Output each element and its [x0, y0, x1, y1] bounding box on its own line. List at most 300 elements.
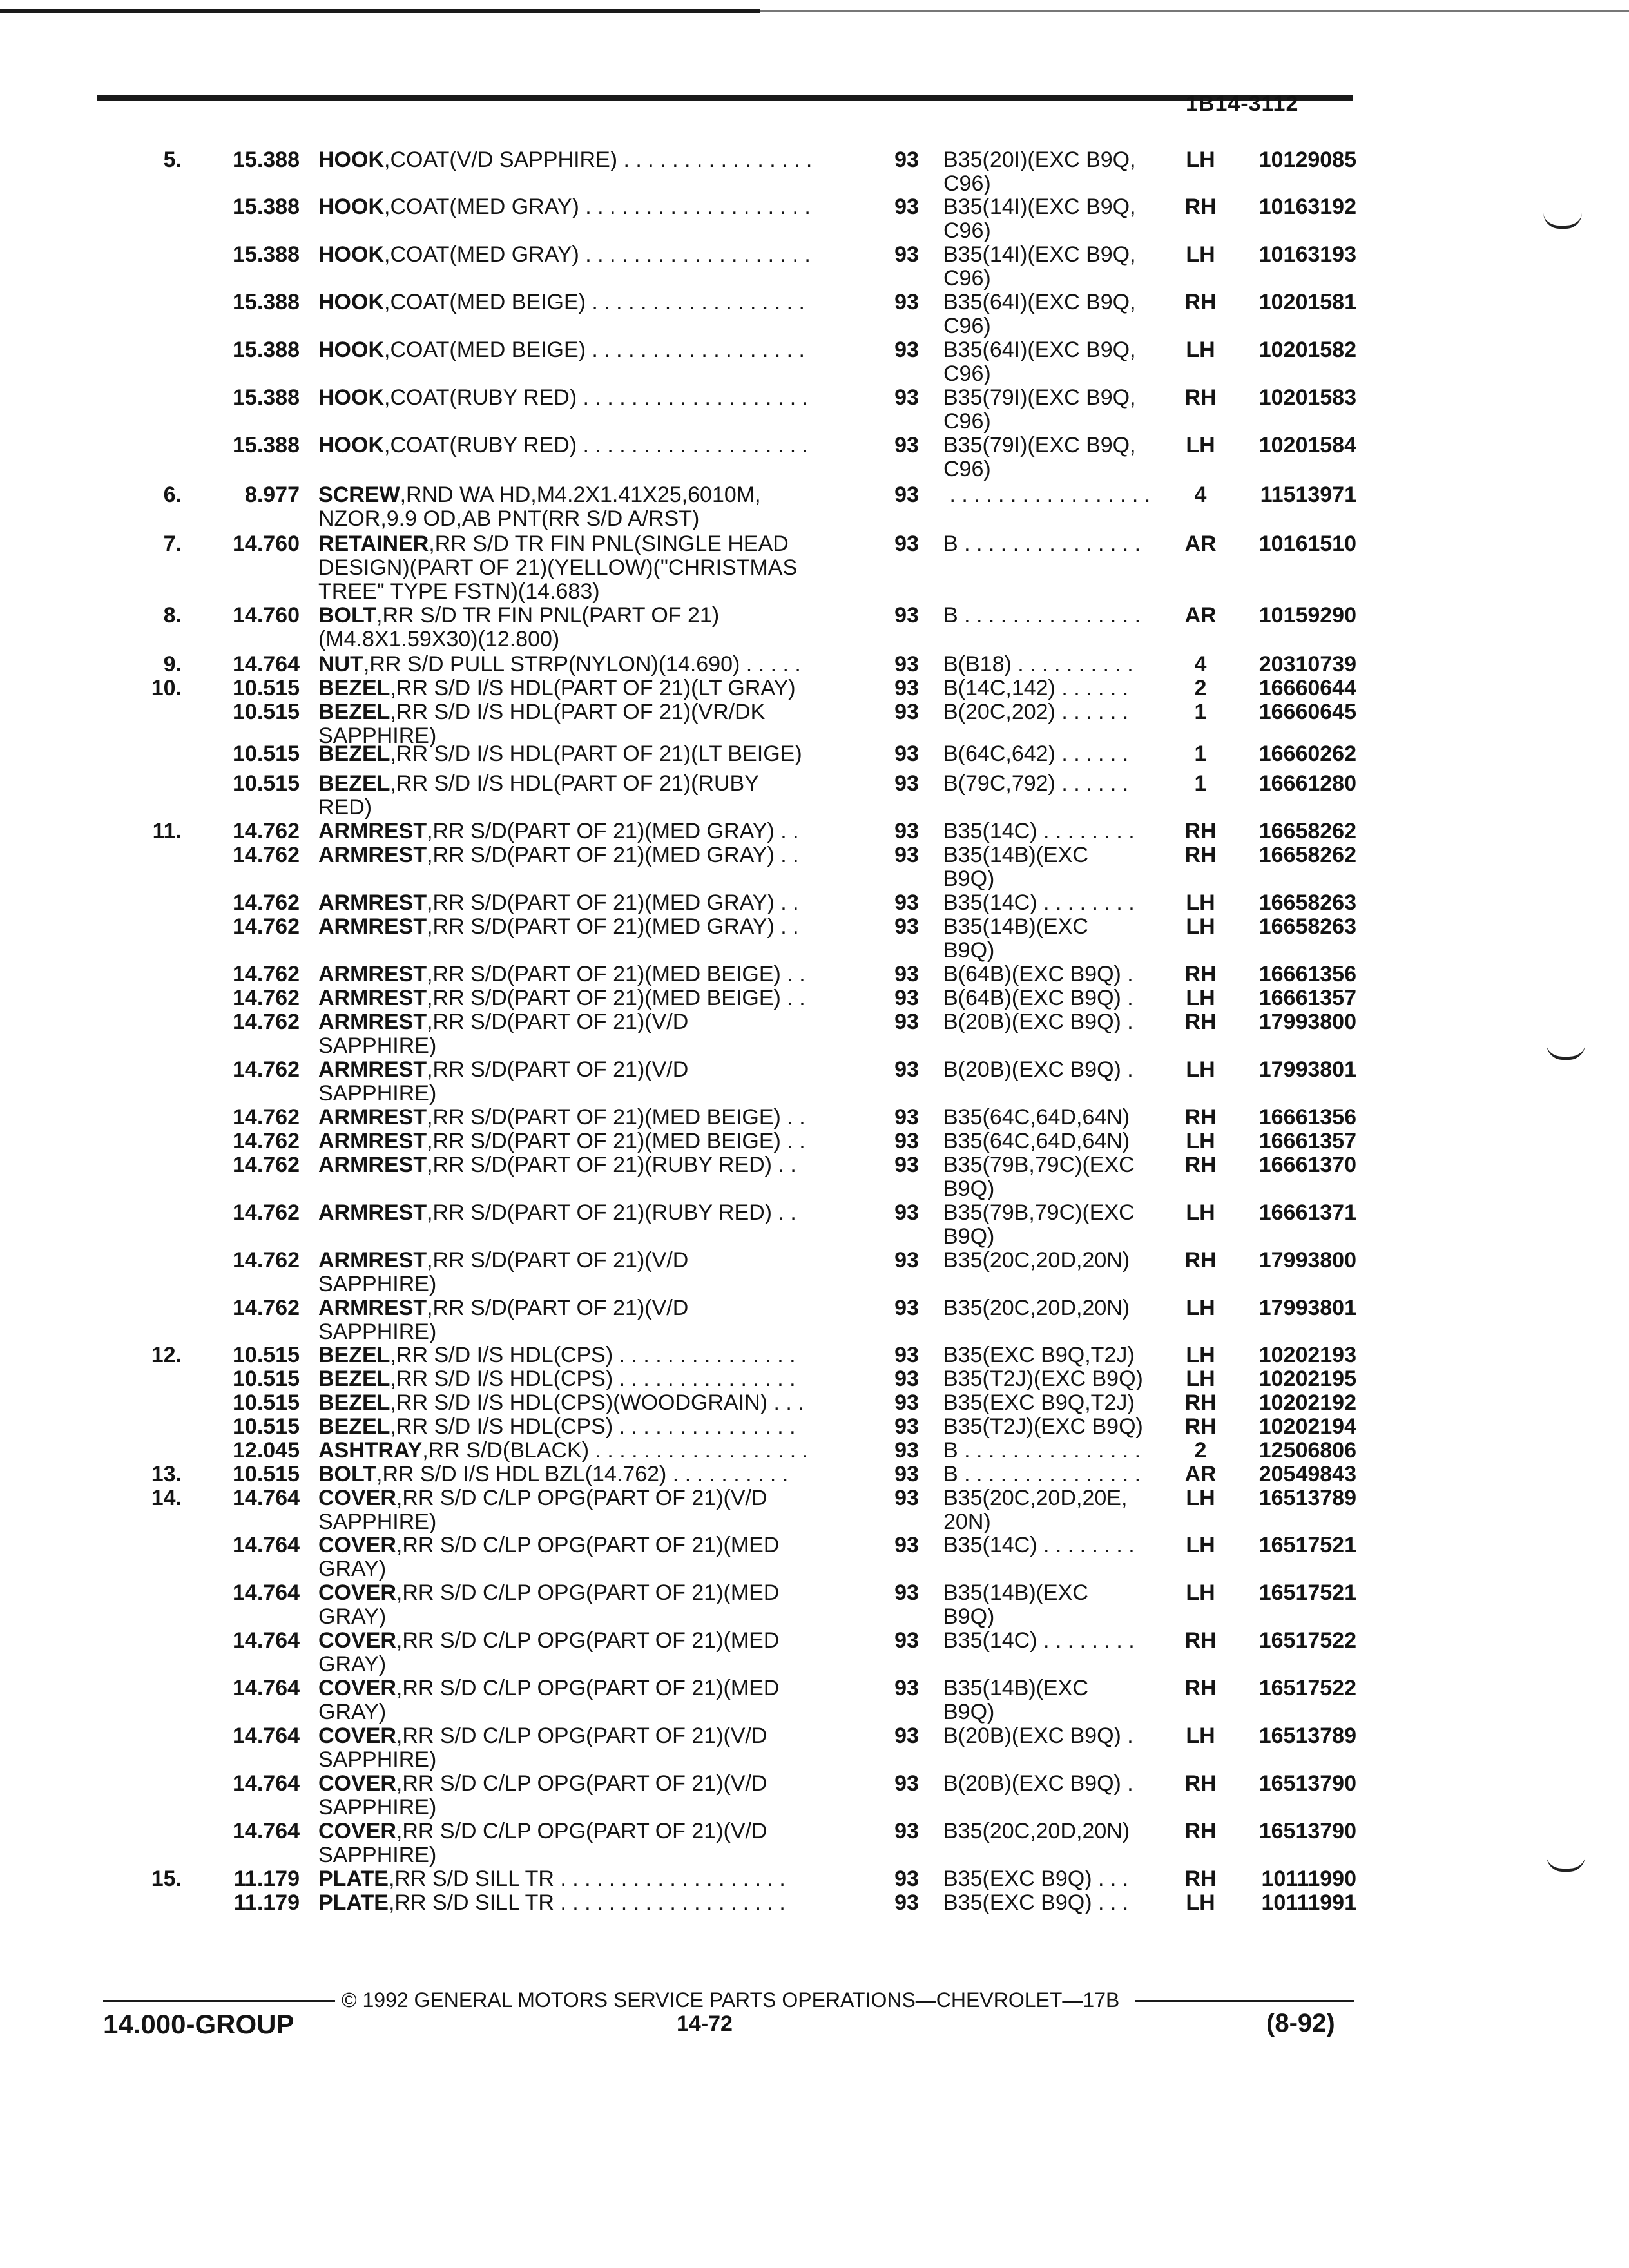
model-usage: B35(EXC B9Q,T2J) — [943, 1343, 1135, 1367]
quantity: RH — [1184, 385, 1217, 410]
group-number: 15.388 — [233, 385, 300, 410]
model-year: 93 — [894, 1724, 919, 1748]
part-description — [318, 1058, 847, 1082]
group-number: 10.515 — [233, 1343, 300, 1367]
part-name: BEZEL — [318, 700, 390, 724]
part-description — [318, 1343, 847, 1367]
part-number: 10202193 — [1258, 1343, 1356, 1367]
model-year: 93 — [894, 819, 919, 843]
part-number: 16661356 — [1258, 1105, 1356, 1129]
part-description — [318, 677, 847, 700]
description-continuation: GRAY) — [318, 1604, 387, 1629]
item-number: 11. — [152, 819, 182, 843]
item-number: 15. — [151, 1867, 182, 1891]
model-year: 93 — [894, 1390, 919, 1415]
part-number: 10201583 — [1258, 385, 1356, 410]
model-usage: B35(EXC B9Q) . . . — [943, 1890, 1129, 1915]
group-number: 10.515 — [233, 1462, 300, 1486]
model-usage: B(64C,642) . . . . . . — [943, 742, 1129, 766]
model-usage: B . . . . . . . . . . . . . . . — [943, 1462, 1141, 1486]
description-text: ,RR S/D I/S HDL(PART OF 21)(LT GRAY) — [390, 676, 796, 700]
part-name: ARMREST — [318, 986, 427, 1010]
part-name: ARMREST — [318, 890, 427, 915]
model-year: 93 — [894, 1129, 919, 1153]
group-number: 14.764 — [233, 1819, 300, 1843]
description-text: ,COAT(MED GRAY) . . . . . . . . . . . . . . . . . . . — [384, 195, 811, 219]
part-description — [318, 1724, 847, 1748]
part-description — [318, 1486, 847, 1510]
table-row — [0, 532, 1629, 604]
quantity: LH — [1186, 914, 1215, 939]
description-text: ,RR S/D I/S HDL(CPS) . . . . . . . . . . . . . . . — [390, 1343, 796, 1367]
model-usage: B . . . . . . . . . . . . . . . — [943, 1438, 1141, 1463]
model-year: 93 — [894, 676, 919, 700]
description-continuation: SAPPHIRE) — [318, 1510, 437, 1534]
quantity: 4 — [1194, 483, 1207, 507]
description-text: ,RR S/D I/S HDL(CPS)(WOODGRAIN) . . . — [390, 1390, 804, 1415]
table-row — [0, 1010, 1629, 1058]
item-number: 10. — [151, 676, 182, 700]
group-number: 11.179 — [233, 1890, 300, 1915]
part-description — [318, 532, 847, 556]
model-year: 93 — [894, 1057, 919, 1082]
model-usage: B35(14C) . . . . . . . . — [943, 890, 1135, 915]
part-name: ARMREST — [318, 1105, 427, 1129]
quantity: LH — [1186, 338, 1215, 362]
quantity: RH — [1184, 1153, 1217, 1177]
model-usage: B35(64C,64D,64N) — [943, 1129, 1130, 1153]
part-number: 16660262 — [1258, 742, 1356, 766]
model-usage-continuation: B9Q) — [943, 1604, 995, 1629]
model-usage: B35(EXC B9Q) . . . — [943, 1867, 1129, 1891]
model-usage-continuation: B9Q) — [943, 1224, 995, 1249]
part-description — [318, 891, 847, 915]
group-number: 14.760 — [233, 532, 300, 556]
quantity: RH — [1184, 290, 1217, 314]
model-usage: B35(79B,79C)(EXC — [943, 1200, 1135, 1225]
model-usage: B(20B)(EXC B9Q) . — [943, 1010, 1133, 1034]
model-usage: B35(64I)(EXC B9Q, — [943, 338, 1136, 362]
model-year: 93 — [894, 242, 919, 267]
model-year: 93 — [894, 532, 919, 556]
part-number: 17993801 — [1258, 1057, 1356, 1082]
item-number: 9. — [163, 652, 182, 677]
table-row — [0, 1724, 1629, 1772]
description-text: ,RR S/D(BLACK) . . . . . . . . . . . . . . . . . . — [422, 1438, 809, 1463]
part-number: 16513790 — [1258, 1771, 1356, 1796]
part-name: BEZEL — [318, 771, 390, 796]
part-name: BOLT — [318, 603, 377, 628]
part-number: 11513971 — [1260, 483, 1356, 507]
description-text: ,RR S/D TR FIN PNL(SINGLE HEAD — [429, 532, 789, 556]
part-name: COVER — [318, 1771, 396, 1796]
part-description — [318, 843, 847, 867]
model-usage: B(79C,792) . . . . . . — [943, 771, 1129, 796]
model-usage: B35(14I)(EXC B9Q, — [943, 242, 1136, 267]
item-number: 14. — [151, 1486, 182, 1510]
group-number: 14.762 — [233, 1129, 300, 1153]
group-number: 14.762 — [233, 1200, 300, 1225]
item-number: 8. — [163, 603, 182, 628]
description-continuation: SAPPHIRE) — [318, 1272, 437, 1296]
table-row — [0, 1891, 1629, 1930]
quantity: LH — [1186, 986, 1215, 1010]
table-row — [0, 1628, 1629, 1677]
table-row — [0, 1533, 1629, 1581]
quantity: LH — [1186, 1533, 1215, 1557]
part-description — [318, 1415, 847, 1439]
part-number: 16658263 — [1258, 914, 1356, 939]
model-usage: B35(T2J)(EXC B9Q) — [943, 1414, 1143, 1439]
description-text: ,RR S/D(PART OF 21)(MED GRAY) . . — [427, 819, 799, 843]
part-name: HOOK — [318, 242, 384, 267]
part-name: ARMREST — [318, 1200, 427, 1225]
description-text: ,RND WA HD,M4.2X1.41X25,6010M, — [400, 483, 761, 507]
quantity: RH — [1184, 1867, 1217, 1891]
quantity: 1 — [1194, 742, 1207, 766]
model-usage: B35(20C,20D,20N) — [943, 1248, 1130, 1273]
quantity: LH — [1186, 1890, 1215, 1915]
part-number: 16660644 — [1258, 676, 1356, 700]
description-continuation: SAPPHIRE) — [318, 1320, 437, 1344]
table-row — [0, 242, 1629, 291]
model-usage: B35(14C) . . . . . . . . — [943, 1533, 1135, 1557]
part-name: COVER — [318, 1724, 396, 1748]
part-name: BOLT — [318, 1462, 377, 1486]
part-number: 17993801 — [1258, 1296, 1356, 1320]
model-year: 93 — [894, 1771, 919, 1796]
part-name: ARMREST — [318, 914, 427, 939]
description-continuation: SAPPHIRE) — [318, 1747, 437, 1772]
part-description — [318, 1010, 847, 1034]
model-year: 93 — [894, 1296, 919, 1320]
part-description — [318, 1820, 847, 1843]
model-year: 93 — [894, 890, 919, 915]
model-year: 93 — [894, 914, 919, 939]
part-number: 12506806 — [1258, 1438, 1356, 1463]
part-name: ARMREST — [318, 1248, 427, 1273]
model-usage: B(20B)(EXC B9Q) . — [943, 1724, 1133, 1748]
part-name: HOOK — [318, 433, 384, 457]
part-name: HOOK — [318, 338, 384, 362]
model-year: 93 — [894, 962, 919, 986]
revision-date: (8-92) — [1266, 2009, 1335, 2037]
part-number: 10163192 — [1258, 195, 1356, 219]
table-row — [0, 195, 1629, 243]
header-rule — [97, 95, 1353, 101]
description-continuation: GRAY) — [318, 1700, 387, 1724]
table-row — [0, 603, 1629, 651]
group-number: 14.762 — [233, 914, 300, 939]
part-name: COVER — [318, 1533, 396, 1557]
model-year: 93 — [894, 195, 919, 219]
table-row — [0, 843, 1629, 891]
quantity: LH — [1186, 1367, 1215, 1391]
description-text: ,RR S/D TR FIN PNL(PART OF 21) — [376, 603, 720, 628]
part-number: 16661357 — [1258, 986, 1356, 1010]
description-text: ,RR S/D PULL STRP(NYLON)(14.690) . . . . . — [363, 652, 801, 677]
model-year: 93 — [894, 742, 919, 766]
description-text: ,RR S/D C/LP OPG(PART OF 21)(MED — [396, 1628, 780, 1653]
model-usage: B35(20C,20D,20N) — [943, 1296, 1130, 1320]
document-code: 1B14-3112 — [1186, 91, 1299, 116]
model-usage: B35(14I)(EXC B9Q, — [943, 195, 1136, 219]
part-name: NUT — [318, 652, 363, 677]
model-usage: B35(14B)(EXC — [943, 914, 1088, 939]
part-name: ARMREST — [318, 819, 427, 843]
description-text: ,RR S/D C/LP OPG(PART OF 21)(MED — [396, 1676, 780, 1700]
group-number: 14.762 — [233, 1296, 300, 1320]
description-text: ,RR S/D I/S HDL(PART OF 21)(RUBY — [390, 771, 759, 796]
group-label: 14.000-GROUP — [103, 2009, 294, 2039]
copyright-notice: © 1992 GENERAL MOTORS SERVICE PARTS OPERATIONS—CHEVROLET—17B — [342, 1988, 1120, 2012]
group-number: 14.762 — [233, 843, 300, 867]
part-description — [318, 1106, 847, 1129]
model-year: 93 — [894, 1462, 919, 1486]
group-number: 12.045 — [233, 1438, 300, 1463]
quantity: 1 — [1194, 700, 1207, 724]
group-number: 14.762 — [233, 1248, 300, 1273]
group-number: 14.762 — [233, 1153, 300, 1177]
part-number: 16660645 — [1258, 700, 1356, 724]
part-number: 16661370 — [1258, 1153, 1356, 1177]
description-continuation: SAPPHIRE) — [318, 1033, 437, 1058]
description-text: ,COAT(RUBY RED) . . . . . . . . . . . . . . . . . . . — [384, 433, 809, 457]
description-text: ,RR S/D(PART OF 21)(MED GRAY) . . — [427, 843, 799, 867]
quantity: LH — [1186, 148, 1215, 172]
part-number: 16661356 — [1258, 962, 1356, 986]
model-year: 93 — [894, 1628, 919, 1653]
part-name: BEZEL — [318, 1367, 390, 1391]
group-number: 14.764 — [233, 1486, 300, 1510]
page-number: 14-72 — [677, 2012, 733, 2036]
model-usage-continuation: C96) — [943, 457, 991, 481]
model-usage: B35(14B)(EXC — [943, 843, 1088, 867]
group-number: 14.762 — [233, 1057, 300, 1082]
group-number: 14.762 — [233, 819, 300, 843]
group-number: 14.762 — [233, 1010, 300, 1034]
model-usage: B(14C,142) . . . . . . — [943, 676, 1129, 700]
part-description — [318, 148, 847, 172]
quantity: RH — [1184, 1819, 1217, 1843]
part-number: 10201584 — [1258, 433, 1356, 457]
model-usage-continuation: C96) — [943, 314, 991, 338]
part-number: 10201581 — [1258, 290, 1356, 314]
description-text: ,RR S/D C/LP OPG(PART OF 21)(MED — [396, 1581, 780, 1605]
part-number: 16661357 — [1258, 1129, 1356, 1153]
description-text: ,RR S/D C/LP OPG(PART OF 21)(V/D — [396, 1724, 767, 1748]
description-continuation: SAPPHIRE) — [318, 1081, 437, 1106]
description-text: ,RR S/D(PART OF 21)(MED BEIGE) . . — [427, 1105, 805, 1129]
part-name: ASHTRAY — [318, 1438, 423, 1463]
group-number: 15.388 — [233, 433, 300, 457]
part-number: 10161510 — [1258, 532, 1356, 556]
footer-rule-right — [1135, 2000, 1354, 2002]
part-name: HOOK — [318, 148, 384, 172]
model-usage: B(20B)(EXC B9Q) . — [943, 1057, 1133, 1082]
model-year: 93 — [894, 652, 919, 677]
model-year: 93 — [894, 1200, 919, 1225]
table-row — [0, 148, 1629, 196]
part-name: BEZEL — [318, 742, 390, 766]
description-text: ,RR S/D(PART OF 21)(MED GRAY) . . — [427, 914, 799, 939]
part-description — [318, 1533, 847, 1557]
part-description — [318, 963, 847, 986]
part-name: COVER — [318, 1581, 396, 1605]
description-text: ,RR S/D I/S HDL BZL(14.762) . . . . . . . . . . — [376, 1462, 789, 1486]
part-name: ARMREST — [318, 1057, 427, 1082]
item-number: 7. — [163, 532, 182, 556]
part-description — [318, 386, 847, 410]
quantity: LH — [1186, 242, 1215, 267]
part-number: 10201582 — [1258, 338, 1356, 362]
part-description — [318, 195, 847, 219]
quantity: AR — [1184, 532, 1217, 556]
part-name: ARMREST — [318, 1296, 427, 1320]
model-usage: B35(14C) . . . . . . . . — [943, 819, 1135, 843]
group-number: 10.515 — [233, 771, 300, 796]
item-number: 6. — [163, 483, 182, 507]
group-number: 15.388 — [233, 338, 300, 362]
model-usage: B(20B)(EXC B9Q) . — [943, 1771, 1133, 1796]
model-usage: B(64B)(EXC B9Q) . — [943, 962, 1133, 986]
part-name: ARMREST — [318, 843, 427, 867]
part-name: BEZEL — [318, 1414, 390, 1439]
part-name: COVER — [318, 1628, 396, 1653]
model-usage: B35(20I)(EXC B9Q, — [943, 148, 1136, 172]
group-number: 10.515 — [233, 676, 300, 700]
part-name: ARMREST — [318, 1153, 427, 1177]
model-usage: B35(20C,20D,20E, — [943, 1486, 1128, 1510]
description-text: ,RR S/D(PART OF 21)(V/D — [427, 1057, 689, 1082]
description-continuation: GRAY) — [318, 1557, 387, 1581]
part-description — [318, 1391, 847, 1415]
quantity: RH — [1184, 1628, 1217, 1653]
description-text: ,RR S/D(PART OF 21)(V/D — [427, 1296, 689, 1320]
part-name: BEZEL — [318, 1390, 390, 1415]
description-text: ,RR S/D(PART OF 21)(MED BEIGE) . . — [427, 962, 805, 986]
quantity: RH — [1184, 1248, 1217, 1273]
group-number: 15.388 — [233, 290, 300, 314]
group-number: 14.764 — [233, 1628, 300, 1653]
model-year: 93 — [894, 338, 919, 362]
part-number: 16661371 — [1258, 1200, 1356, 1225]
description-text: ,COAT(V/D SAPPHIRE) . . . . . . . . . . . . . . . . — [384, 148, 813, 172]
part-name: HOOK — [318, 385, 384, 410]
quantity: RH — [1184, 1676, 1217, 1700]
part-description — [318, 1296, 847, 1320]
description-text: ,RR S/D(PART OF 21)(MED BEIGE) . . — [427, 986, 805, 1010]
quantity: RH — [1184, 819, 1217, 843]
part-number: 10111991 — [1261, 1890, 1356, 1915]
quantity: LH — [1186, 890, 1215, 915]
model-year: 93 — [894, 148, 919, 172]
quantity: LH — [1186, 1296, 1215, 1320]
model-usage: . . . . . . . . . . . . . . . . . — [943, 483, 1151, 507]
model-year: 93 — [894, 1581, 919, 1605]
table-row — [0, 290, 1629, 338]
part-number: 16513790 — [1258, 1819, 1356, 1843]
description-text: ,RR S/D(PART OF 21)(V/D — [427, 1248, 689, 1273]
part-description — [318, 1867, 847, 1891]
part-description — [318, 742, 847, 766]
model-year: 93 — [894, 1867, 919, 1891]
part-description — [318, 986, 847, 1010]
quantity: LH — [1186, 1200, 1215, 1225]
part-number: 20549843 — [1258, 1462, 1356, 1486]
table-row — [0, 1771, 1629, 1820]
model-usage-continuation: C96) — [943, 266, 991, 291]
part-number: 10129085 — [1258, 148, 1356, 172]
part-number: 16661280 — [1258, 771, 1356, 796]
table-row — [0, 914, 1629, 963]
description-continuation: DESIGN)(PART OF 21)(YELLOW)("CHRISTMAS TREE" TYPE FSTN)(14.683) — [318, 555, 798, 604]
model-usage: B35(EXC B9Q,T2J) — [943, 1390, 1135, 1415]
quantity: RH — [1184, 1010, 1217, 1034]
table-row — [0, 385, 1629, 434]
part-description — [318, 653, 847, 677]
description-text: ,RR S/D(PART OF 21)(RUBY RED) . . — [427, 1153, 796, 1177]
description-text: ,COAT(MED BEIGE) . . . . . . . . . . . . . . . . . . — [384, 290, 805, 314]
group-number: 11.179 — [233, 1867, 300, 1891]
part-name: ARMREST — [318, 962, 427, 986]
quantity: 2 — [1194, 1438, 1207, 1463]
description-continuation: SAPPHIRE) — [318, 1843, 437, 1867]
group-number: 14.764 — [233, 1676, 300, 1700]
quantity: LH — [1186, 1724, 1215, 1748]
model-usage: B . . . . . . . . . . . . . . . — [943, 532, 1141, 556]
part-number: 10202192 — [1258, 1390, 1356, 1415]
part-name: PLATE — [318, 1890, 389, 1915]
description-text: ,COAT(RUBY RED) . . . . . . . . . . . . . . . . . . . — [384, 385, 809, 410]
part-description — [318, 820, 847, 843]
part-description — [318, 1249, 847, 1273]
model-usage: B35(14B)(EXC — [943, 1676, 1088, 1700]
table-row — [0, 483, 1629, 531]
description-text: ,COAT(MED GRAY) . . . . . . . . . . . . . . . . . . . — [384, 242, 811, 267]
table-row — [0, 1153, 1629, 1201]
model-usage: B . . . . . . . . . . . . . . . — [943, 603, 1141, 628]
description-text: ,RR S/D C/LP OPG(PART OF 21)(V/D — [396, 1819, 767, 1843]
item-number: 12. — [151, 1343, 182, 1367]
group-number: 15.388 — [233, 195, 300, 219]
part-description — [318, 604, 847, 628]
group-number: 15.388 — [233, 242, 300, 267]
description-text: ,RR S/D C/LP OPG(PART OF 21)(V/D — [396, 1771, 767, 1796]
item-number: 13. — [151, 1462, 182, 1486]
part-number: 16658262 — [1258, 819, 1356, 843]
table-row — [0, 1057, 1629, 1106]
quantity: LH — [1186, 433, 1215, 457]
part-number: 10202195 — [1258, 1367, 1356, 1391]
model-usage-continuation: B9Q) — [943, 938, 995, 963]
quantity: LH — [1186, 1486, 1215, 1510]
model-year: 93 — [894, 1676, 919, 1700]
model-usage: B35(79I)(EXC B9Q, — [943, 385, 1136, 410]
quantity: AR — [1184, 603, 1217, 628]
description-text: ,RR S/D I/S HDL(CPS) . . . . . . . . . . . . . . . — [390, 1414, 796, 1439]
description-continuation: (M4.8X1.59X30)(12.800) — [318, 627, 560, 651]
quantity: LH — [1186, 1343, 1215, 1367]
group-number: 10.515 — [233, 700, 300, 724]
table-row — [0, 433, 1629, 481]
quantity: LH — [1186, 1057, 1215, 1082]
table-row — [0, 1676, 1629, 1724]
model-usage-continuation: 20N) — [943, 1510, 991, 1534]
part-number: 10202194 — [1258, 1414, 1356, 1439]
table-row — [0, 1248, 1629, 1296]
part-name: RETAINER — [318, 532, 429, 556]
